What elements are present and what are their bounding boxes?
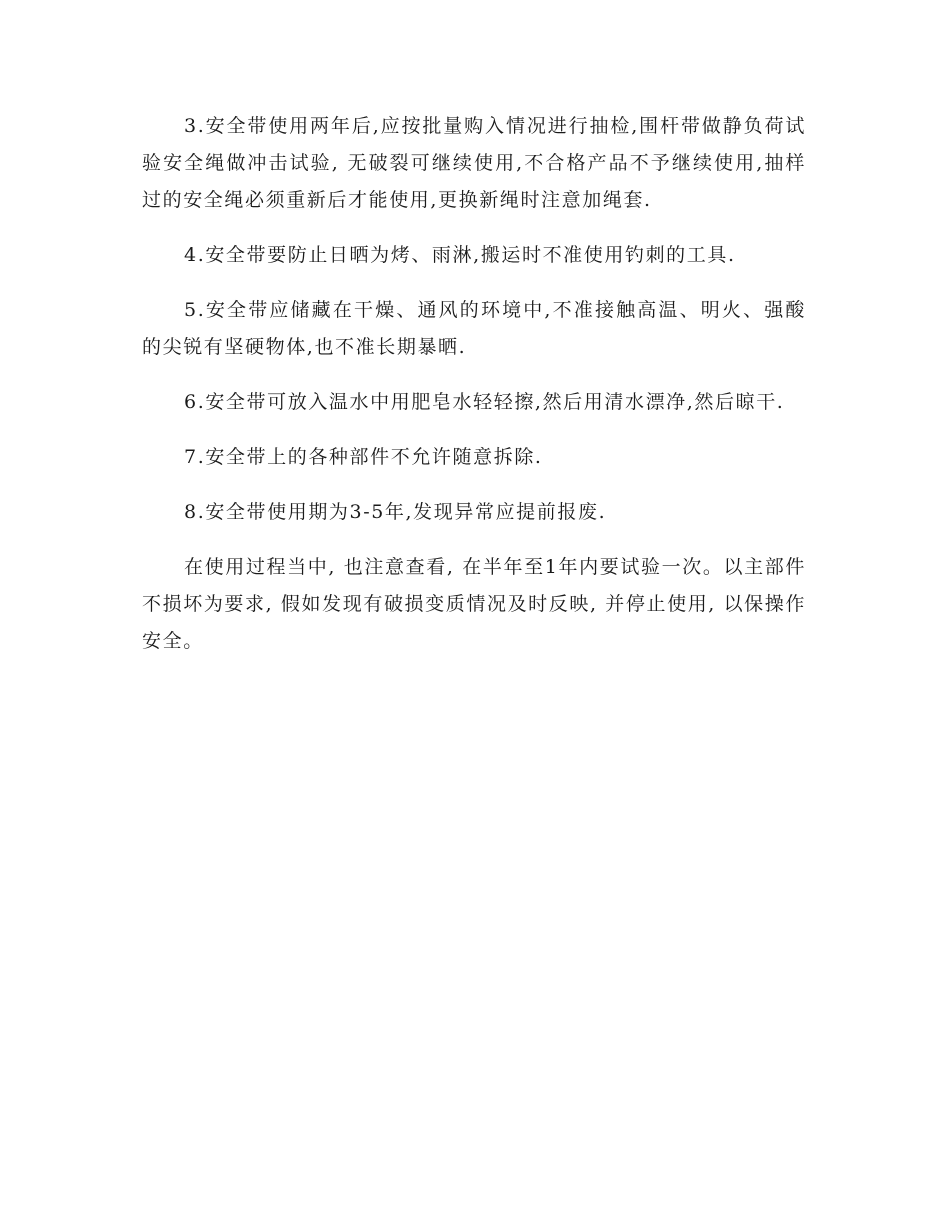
paragraph-item-7: 7.安全带上的各种部件不允许随意拆除. (184, 446, 543, 468)
paragraph-summary: 在使用过程当中, 也注意查看, 在半年至1年内要试验一次。以主部件不损坏为要求, 假如发现有破损变质情况及时反映, 并停止使用, 以保操作安全。 (142, 556, 806, 652)
paragraph-item-3: 3.安全带使用两年后,应按批量购入情况进行抽检,围杆带做静负荷试验安全绳做冲击试验, 无破裂可继续使用,不合格产品不予继续使用,抽样过的安全绳必须重新后才能使用,更换新绳时注意加绳套. (142, 115, 806, 211)
paragraph-item-6: 6.安全带可放入温水中用肥皂水轻轻擦,然后用清水漂净,然后晾干. (184, 391, 785, 413)
paragraph-item-5: 5.安全带应储藏在干燥、通风的环境中,不准接触高温、明火、强酸的尖锐有坚硬物体,也不准长期暴晒. (142, 299, 806, 358)
paragraph-item-4: 4.安全带要防止日晒为烤、雨淋,搬运时不准使用钓刺的工具. (184, 244, 736, 266)
document-body (142, 108, 806, 678)
paragraph-item-8: 8.安全带使用期为3-5年,发现异常应提前报废. (184, 501, 607, 523)
